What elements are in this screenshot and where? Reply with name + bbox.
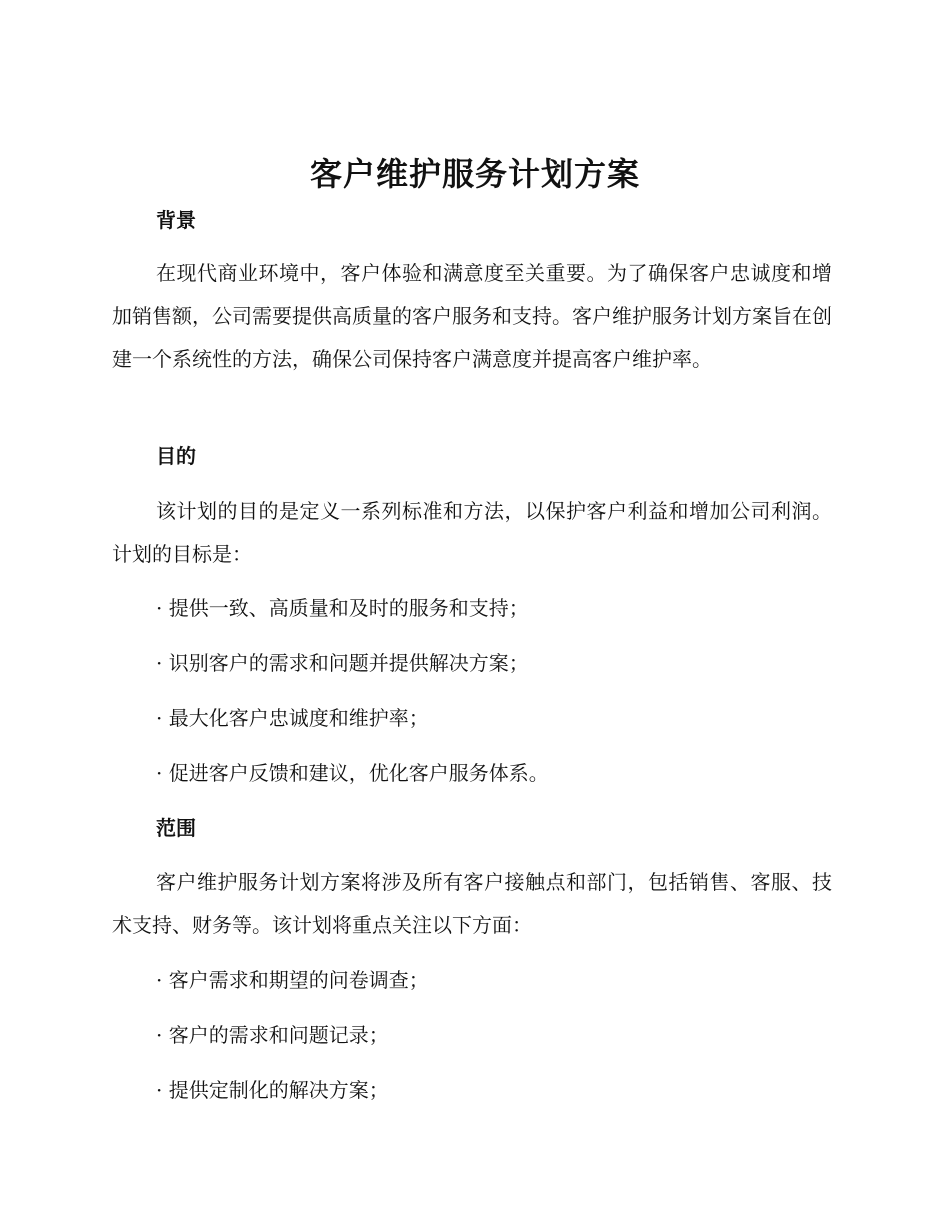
section-heading-purpose: 目的	[156, 444, 196, 468]
paragraph-background: 在现代商业环境中，客户体验和满意度至关重要。为了确保客户忠诚度和增加销售额，公司需要提供高质量的客户服务和支持。客户维护服务计划方案旨在创建一个系统性的方法，确保公司保持客户满意度并提高客户维护率。	[112, 261, 832, 371]
list-item: · 最大化客户忠诚度和维护率；	[156, 706, 429, 730]
list-item: · 客户的需求和问题记录；	[156, 1023, 389, 1047]
list-item: · 提供一致、高质量和及时的服务和支持；	[156, 596, 529, 620]
paragraph-scope: 客户维护服务计划方案将涉及所有客户接触点和部门，包括销售、客服、技术支持、财务等。该计划将重点关注以下方面：	[112, 870, 832, 937]
list-item: · 识别客户的需求和问题并提供解决方案；	[156, 651, 529, 675]
section-heading-scope: 范围	[156, 816, 196, 840]
document-title: 客户维护服务计划方案	[309, 155, 640, 193]
list-item: · 促进客户反馈和建议，优化客户服务体系。	[156, 761, 549, 785]
section-heading-background: 背景	[156, 208, 196, 232]
list-item: · 客户需求和期望的问卷调查；	[156, 968, 429, 992]
paragraph-purpose: 该计划的目的是定义一系列标准和方法，以保护客户利益和增加公司利润。计划的目标是：	[112, 499, 832, 566]
list-item: · 提供定制化的解决方案；	[156, 1078, 389, 1102]
